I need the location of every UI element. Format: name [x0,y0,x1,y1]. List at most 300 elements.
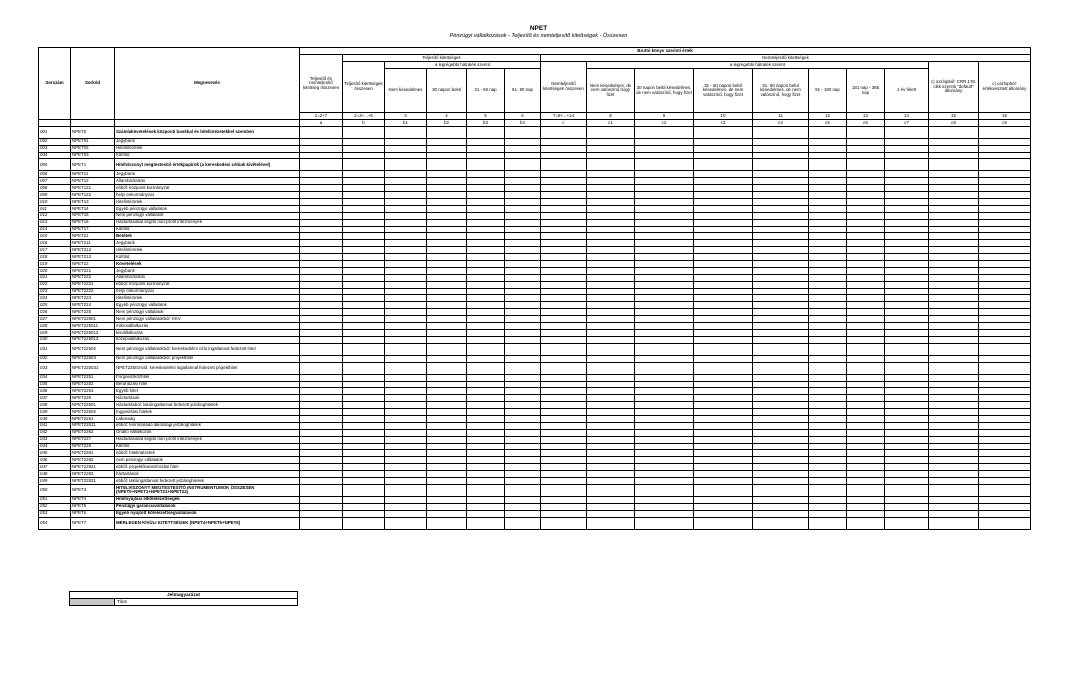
value-cell[interactable] [505,247,541,254]
value-cell[interactable] [809,496,847,503]
value-cell[interactable] [809,302,847,309]
value-cell[interactable] [753,171,809,178]
value-cell[interactable] [467,261,505,268]
value-cell[interactable] [427,484,467,496]
value-cell[interactable] [385,145,427,152]
value-cell[interactable] [694,484,753,496]
value-cell[interactable] [694,471,753,478]
value-cell[interactable] [300,138,343,145]
value-cell[interactable] [929,226,979,233]
value-cell[interactable] [467,274,505,281]
value-cell[interactable] [847,212,885,219]
value-cell[interactable] [694,261,753,268]
value-cell[interactable] [467,471,505,478]
value-cell[interactable] [979,422,1031,429]
value-cell[interactable] [929,464,979,471]
value-cell[interactable] [979,199,1031,206]
value-cell[interactable] [929,415,979,422]
value-cell[interactable] [753,429,809,436]
value-cell[interactable] [427,457,467,464]
value-cell[interactable] [467,199,505,206]
value-cell[interactable] [847,510,885,517]
value-cell[interactable] [505,178,541,185]
value-cell[interactable] [635,517,694,529]
value-cell[interactable] [467,302,505,309]
value-cell[interactable] [385,409,427,416]
value-cell[interactable] [300,395,343,402]
value-cell[interactable] [541,316,587,323]
value-cell[interactable] [343,464,385,471]
value-cell[interactable] [587,510,635,517]
value-cell[interactable] [343,395,385,402]
value-cell[interactable] [885,436,929,443]
value-cell[interactable] [847,464,885,471]
value-cell[interactable] [635,138,694,145]
value-cell[interactable] [753,192,809,199]
value-cell[interactable] [929,329,979,336]
value-cell[interactable] [343,429,385,436]
value-cell[interactable] [587,429,635,436]
value-cell[interactable] [300,281,343,288]
value-cell[interactable] [343,240,385,247]
value-cell[interactable] [694,152,753,159]
value-cell[interactable] [427,281,467,288]
value-cell[interactable] [929,219,979,226]
value-cell[interactable] [505,295,541,302]
value-cell[interactable] [385,309,427,316]
value-cell[interactable] [929,388,979,395]
value-cell[interactable] [385,185,427,192]
value-cell[interactable] [635,254,694,261]
value-cell[interactable] [635,443,694,450]
value-cell[interactable] [753,496,809,503]
value-cell[interactable] [587,496,635,503]
value-cell[interactable] [885,477,929,484]
value-cell[interactable] [300,274,343,281]
value-cell[interactable] [587,254,635,261]
value-cell[interactable] [809,336,847,343]
value-cell[interactable] [979,159,1031,171]
value-cell[interactable] [929,374,979,381]
value-cell[interactable] [300,240,343,247]
value-cell[interactable] [809,395,847,402]
value-cell[interactable] [505,261,541,268]
value-cell[interactable] [929,281,979,288]
value-cell[interactable] [885,429,929,436]
value-cell[interactable] [541,443,587,450]
value-cell[interactable] [343,503,385,510]
value-cell[interactable] [635,226,694,233]
value-cell[interactable] [635,450,694,457]
value-cell[interactable] [809,295,847,302]
value-cell[interactable] [929,343,979,355]
value-cell[interactable] [885,138,929,145]
value-cell[interactable] [541,261,587,268]
value-cell[interactable] [635,159,694,171]
value-cell[interactable] [541,152,587,159]
value-cell[interactable] [885,205,929,212]
value-cell[interactable] [885,274,929,281]
value-cell[interactable] [300,388,343,395]
value-cell[interactable] [929,402,979,409]
value-cell[interactable] [505,374,541,381]
value-cell[interactable] [885,336,929,343]
value-cell[interactable] [505,152,541,159]
value-cell[interactable] [385,402,427,409]
value-cell[interactable] [427,503,467,510]
value-cell[interactable] [385,422,427,429]
value-cell[interactable] [885,219,929,226]
value-cell[interactable] [587,159,635,171]
value-cell[interactable] [587,205,635,212]
value-cell[interactable] [385,226,427,233]
value-cell[interactable] [753,316,809,323]
value-cell[interactable] [300,436,343,443]
value-cell[interactable] [635,355,694,362]
value-cell[interactable] [343,471,385,478]
value-cell[interactable] [809,503,847,510]
value-cell[interactable] [300,152,343,159]
value-cell[interactable] [694,422,753,429]
value-cell[interactable] [505,517,541,529]
value-cell[interactable] [385,477,427,484]
value-cell[interactable] [635,192,694,199]
value-cell[interactable] [847,152,885,159]
value-cell[interactable] [979,496,1031,503]
value-cell[interactable] [809,477,847,484]
value-cell[interactable] [847,402,885,409]
value-cell[interactable] [427,362,467,374]
value-cell[interactable] [635,464,694,471]
value-cell[interactable] [885,281,929,288]
value-cell[interactable] [753,185,809,192]
value-cell[interactable] [541,247,587,254]
value-cell[interactable] [929,267,979,274]
value-cell[interactable] [427,381,467,388]
value-cell[interactable] [809,247,847,254]
value-cell[interactable] [694,281,753,288]
value-cell[interactable] [343,457,385,464]
value-cell[interactable] [587,517,635,529]
value-cell[interactable] [979,329,1031,336]
value-cell[interactable] [427,205,467,212]
value-cell[interactable] [635,477,694,484]
value-cell[interactable] [753,145,809,152]
value-cell[interactable] [541,388,587,395]
value-cell[interactable] [847,477,885,484]
value-cell[interactable] [300,199,343,206]
value-cell[interactable] [635,374,694,381]
value-cell[interactable] [694,464,753,471]
value-cell[interactable] [979,192,1031,199]
value-cell[interactable] [300,254,343,261]
value-cell[interactable] [979,336,1031,343]
value-cell[interactable] [300,329,343,336]
value-cell[interactable] [505,126,541,138]
value-cell[interactable] [343,152,385,159]
value-cell[interactable] [979,429,1031,436]
value-cell[interactable] [694,443,753,450]
value-cell[interactable] [809,159,847,171]
value-cell[interactable] [343,199,385,206]
value-cell[interactable] [541,355,587,362]
value-cell[interactable] [343,329,385,336]
value-cell[interactable] [847,388,885,395]
value-cell[interactable] [753,464,809,471]
value-cell[interactable] [929,274,979,281]
value-cell[interactable] [753,517,809,529]
value-cell[interactable] [505,323,541,330]
value-cell[interactable] [467,496,505,503]
value-cell[interactable] [587,233,635,240]
value-cell[interactable] [343,288,385,295]
value-cell[interactable] [753,510,809,517]
value-cell[interactable] [847,267,885,274]
value-cell[interactable] [385,510,427,517]
value-cell[interactable] [505,171,541,178]
value-cell[interactable] [885,226,929,233]
value-cell[interactable] [343,145,385,152]
value-cell[interactable] [587,471,635,478]
value-cell[interactable] [300,381,343,388]
value-cell[interactable] [885,443,929,450]
value-cell[interactable] [541,267,587,274]
value-cell[interactable] [979,510,1031,517]
value-cell[interactable] [587,261,635,268]
value-cell[interactable] [467,192,505,199]
value-cell[interactable] [847,302,885,309]
value-cell[interactable] [343,443,385,450]
value-cell[interactable] [587,436,635,443]
value-cell[interactable] [467,402,505,409]
value-cell[interactable] [541,309,587,316]
value-cell[interactable] [467,205,505,212]
value-cell[interactable] [635,336,694,343]
value-cell[interactable] [929,254,979,261]
value-cell[interactable] [427,178,467,185]
value-cell[interactable] [694,199,753,206]
value-cell[interactable] [694,212,753,219]
value-cell[interactable] [847,374,885,381]
value-cell[interactable] [809,457,847,464]
value-cell[interactable] [541,471,587,478]
value-cell[interactable] [505,267,541,274]
value-cell[interactable] [753,126,809,138]
value-cell[interactable] [809,219,847,226]
value-cell[interactable] [809,323,847,330]
value-cell[interactable] [587,192,635,199]
value-cell[interactable] [635,152,694,159]
value-cell[interactable] [979,484,1031,496]
value-cell[interactable] [427,288,467,295]
value-cell[interactable] [979,395,1031,402]
value-cell[interactable] [694,288,753,295]
value-cell[interactable] [505,329,541,336]
value-cell[interactable] [587,247,635,254]
value-cell[interactable] [343,309,385,316]
value-cell[interactable] [753,415,809,422]
value-cell[interactable] [885,185,929,192]
value-cell[interactable] [427,185,467,192]
value-cell[interactable] [885,362,929,374]
value-cell[interactable] [505,288,541,295]
value-cell[interactable] [427,240,467,247]
value-cell[interactable] [300,464,343,471]
value-cell[interactable] [587,443,635,450]
value-cell[interactable] [467,457,505,464]
value-cell[interactable] [541,212,587,219]
value-cell[interactable] [505,302,541,309]
value-cell[interactable] [929,336,979,343]
value-cell[interactable] [809,402,847,409]
value-cell[interactable] [929,422,979,429]
value-cell[interactable] [847,247,885,254]
value-cell[interactable] [505,240,541,247]
value-cell[interactable] [427,247,467,254]
value-cell[interactable] [847,323,885,330]
value-cell[interactable] [753,388,809,395]
value-cell[interactable] [505,510,541,517]
value-cell[interactable] [694,145,753,152]
value-cell[interactable] [929,212,979,219]
value-cell[interactable] [753,254,809,261]
value-cell[interactable] [541,464,587,471]
value-cell[interactable] [467,240,505,247]
value-cell[interactable] [885,159,929,171]
value-cell[interactable] [847,199,885,206]
value-cell[interactable] [885,415,929,422]
value-cell[interactable] [343,302,385,309]
value-cell[interactable] [847,436,885,443]
value-cell[interactable] [979,323,1031,330]
value-cell[interactable] [847,471,885,478]
value-cell[interactable] [929,240,979,247]
value-cell[interactable] [847,457,885,464]
value-cell[interactable] [343,281,385,288]
value-cell[interactable] [343,226,385,233]
value-cell[interactable] [929,171,979,178]
value-cell[interactable] [885,316,929,323]
value-cell[interactable] [753,159,809,171]
value-cell[interactable] [809,185,847,192]
value-cell[interactable] [427,450,467,457]
value-cell[interactable] [753,443,809,450]
value-cell[interactable] [427,199,467,206]
value-cell[interactable] [847,145,885,152]
value-cell[interactable] [847,254,885,261]
value-cell[interactable] [809,443,847,450]
value-cell[interactable] [979,247,1031,254]
value-cell[interactable] [753,450,809,457]
value-cell[interactable] [467,409,505,416]
value-cell[interactable] [587,295,635,302]
value-cell[interactable] [847,159,885,171]
value-cell[interactable] [587,388,635,395]
value-cell[interactable] [847,343,885,355]
value-cell[interactable] [929,185,979,192]
value-cell[interactable] [300,471,343,478]
value-cell[interactable] [505,415,541,422]
value-cell[interactable] [885,388,929,395]
value-cell[interactable] [929,288,979,295]
value-cell[interactable] [385,355,427,362]
value-cell[interactable] [300,374,343,381]
value-cell[interactable] [753,138,809,145]
value-cell[interactable] [753,152,809,159]
value-cell[interactable] [385,178,427,185]
value-cell[interactable] [885,240,929,247]
value-cell[interactable] [929,138,979,145]
value-cell[interactable] [753,199,809,206]
value-cell[interactable] [505,274,541,281]
value-cell[interactable] [809,261,847,268]
value-cell[interactable] [467,288,505,295]
value-cell[interactable] [343,436,385,443]
value-cell[interactable] [385,254,427,261]
value-cell[interactable] [635,247,694,254]
value-cell[interactable] [467,517,505,529]
value-cell[interactable] [929,126,979,138]
value-cell[interactable] [929,178,979,185]
value-cell[interactable] [587,409,635,416]
value-cell[interactable] [929,362,979,374]
value-cell[interactable] [587,219,635,226]
value-cell[interactable] [587,323,635,330]
value-cell[interactable] [467,503,505,510]
value-cell[interactable] [427,388,467,395]
value-cell[interactable] [753,503,809,510]
value-cell[interactable] [505,205,541,212]
value-cell[interactable] [809,212,847,219]
value-cell[interactable] [300,336,343,343]
value-cell[interactable] [885,145,929,152]
value-cell[interactable] [427,429,467,436]
value-cell[interactable] [343,374,385,381]
value-cell[interactable] [809,233,847,240]
value-cell[interactable] [541,302,587,309]
value-cell[interactable] [635,205,694,212]
value-cell[interactable] [541,171,587,178]
value-cell[interactable] [427,464,467,471]
value-cell[interactable] [694,409,753,416]
value-cell[interactable] [343,267,385,274]
value-cell[interactable] [694,240,753,247]
value-cell[interactable] [343,233,385,240]
value-cell[interactable] [427,138,467,145]
value-cell[interactable] [885,247,929,254]
value-cell[interactable] [929,247,979,254]
value-cell[interactable] [929,471,979,478]
value-cell[interactable] [694,381,753,388]
value-cell[interactable] [385,471,427,478]
value-cell[interactable] [929,496,979,503]
value-cell[interactable] [847,126,885,138]
value-cell[interactable] [979,374,1031,381]
value-cell[interactable] [467,323,505,330]
value-cell[interactable] [587,450,635,457]
value-cell[interactable] [587,329,635,336]
value-cell[interactable] [343,388,385,395]
value-cell[interactable] [847,233,885,240]
value-cell[interactable] [929,395,979,402]
value-cell[interactable] [694,477,753,484]
value-cell[interactable] [694,402,753,409]
value-cell[interactable] [343,323,385,330]
value-cell[interactable] [343,219,385,226]
value-cell[interactable] [635,429,694,436]
value-cell[interactable] [300,316,343,323]
value-cell[interactable] [427,510,467,517]
